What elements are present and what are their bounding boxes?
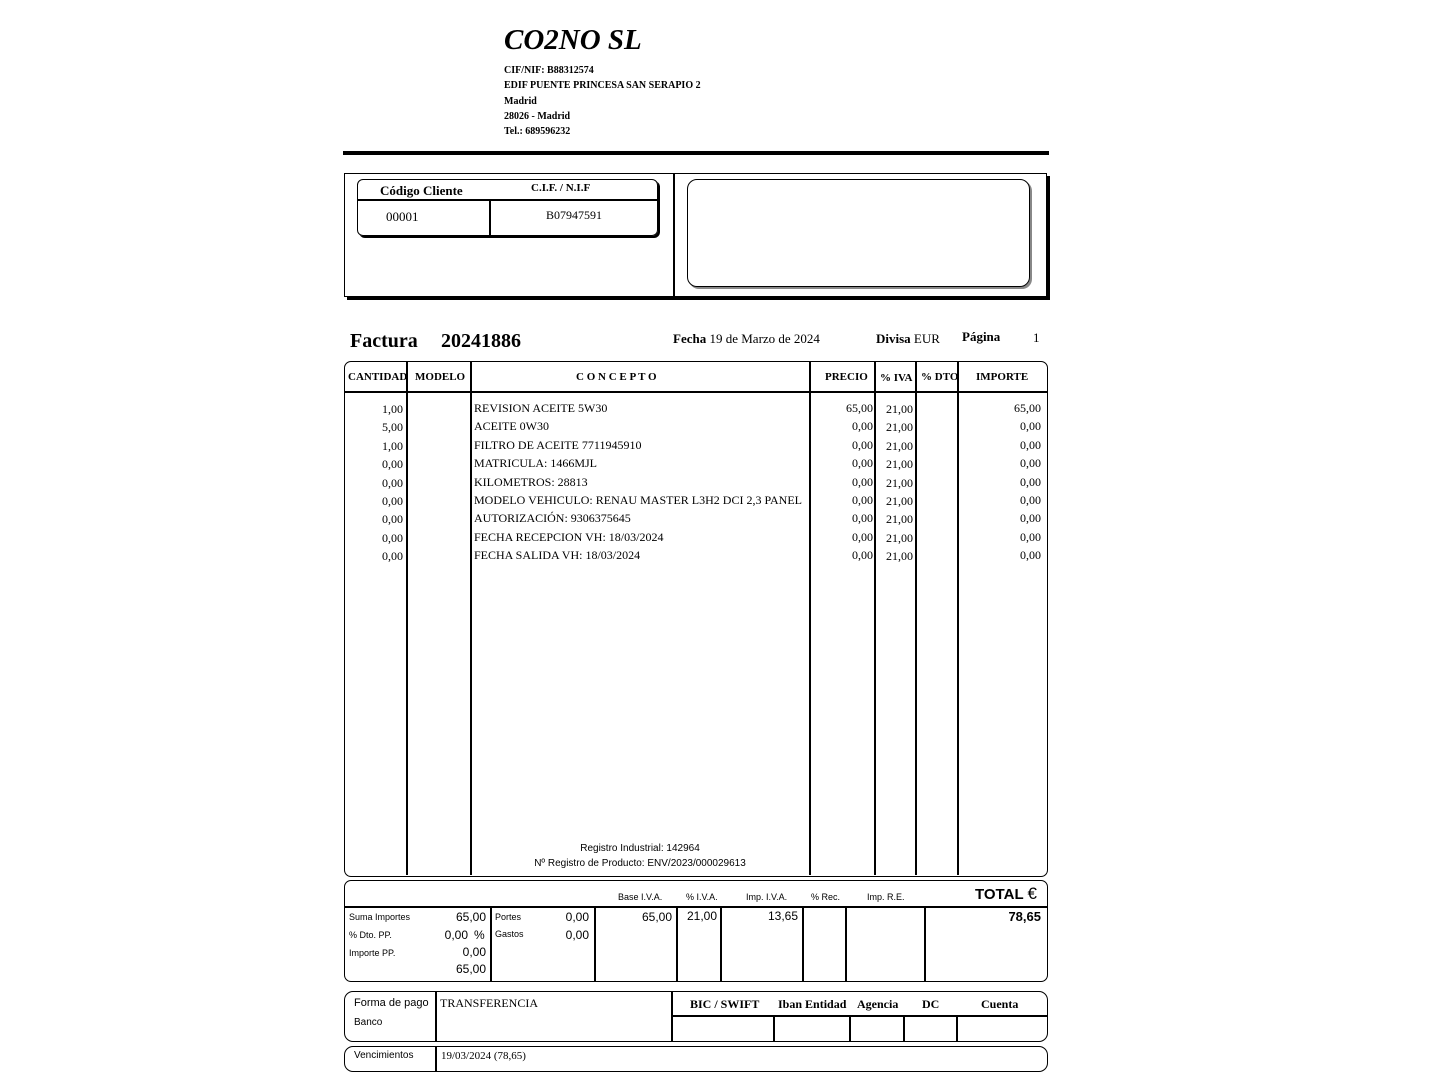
cell-importe: 0,00 <box>1020 419 1041 433</box>
agencia-label: Agencia <box>857 997 899 1011</box>
registro-producto: Nº Registro de Producto: ENV/2023/000029613 <box>534 858 746 869</box>
header-modelo: MODELO <box>415 371 466 383</box>
header-concepto: C O N C E P T O <box>576 371 657 383</box>
forma-pago-value: TRANSFERENCIA <box>440 996 539 1010</box>
cell-cantidad: 5,00 <box>382 420 403 434</box>
header-precio: PRECIO <box>825 371 868 383</box>
pct-rec-label: % Rec. <box>811 892 841 902</box>
column-divider <box>874 362 876 875</box>
bic-label: BIC / SWIFT <box>690 997 760 1011</box>
date-label: Fecha <box>673 331 707 346</box>
cell-importe: 65,00 <box>1014 401 1041 415</box>
cell-cantidad: 0,00 <box>382 494 403 508</box>
pct-iva-value: 21,00 <box>687 909 718 923</box>
page-number: 1 <box>1033 330 1040 345</box>
invoice-currency: EUR <box>913 331 940 346</box>
invoice-label: Factura <box>350 330 418 352</box>
client-code: 00001 <box>386 209 419 224</box>
bank-divider <box>773 1016 775 1041</box>
base-iva-value: 65,00 <box>641 910 672 924</box>
bank-divider <box>903 1016 905 1041</box>
gastos-label: Gastos <box>495 929 524 939</box>
totals-divider <box>924 907 926 981</box>
cell-iva: 21,00 <box>886 531 913 545</box>
totals-header-rule <box>345 906 1047 908</box>
cell-precio: 0,00 <box>852 548 873 562</box>
company-city: Madrid <box>504 96 537 107</box>
cell-importe: 0,00 <box>1020 511 1041 525</box>
invoice-number: 20241886 <box>441 330 521 352</box>
cell-concepto: ACEITE 0W30 <box>474 419 549 433</box>
totals-divider <box>676 907 678 981</box>
portes-value: 0,00 <box>565 910 589 924</box>
bank-divider <box>956 1016 958 1041</box>
cell-importe: 0,00 <box>1020 530 1041 544</box>
banco-label: Banco <box>354 1017 383 1028</box>
client-cif: B07947591 <box>546 208 603 222</box>
header-importe: IMPORTE <box>976 371 1029 383</box>
invoice-date: 19 de Marzo de 2024 <box>709 331 820 346</box>
cell-importe: 0,00 <box>1020 475 1041 489</box>
gastos-value: 0,00 <box>565 928 589 942</box>
bank-header-rule <box>672 1015 1047 1017</box>
totals-divider <box>845 907 847 981</box>
importe-pp-label: Importe PP. <box>349 948 396 958</box>
euro-icon: € <box>1027 884 1037 903</box>
vencimientos-divider <box>435 1047 437 1071</box>
cell-importe: 0,00 <box>1020 438 1041 452</box>
suma-label: Suma Importes <box>349 912 411 922</box>
company-cif: CIF/NIF: B88312574 <box>504 65 594 76</box>
cell-iva: 21,00 <box>886 494 913 508</box>
total-value: 78,65 <box>1008 909 1041 924</box>
subtotal-value: 65,00 <box>455 962 486 976</box>
column-divider <box>470 362 472 875</box>
client-id-box-rule <box>358 199 657 201</box>
header-rule <box>343 151 1049 155</box>
items-header-rule <box>345 391 1047 393</box>
cell-concepto: FILTRO DE ACEITE 7711945910 <box>474 438 642 452</box>
client-id-box-divider <box>489 200 491 235</box>
cell-precio: 0,00 <box>852 456 873 470</box>
cell-cantidad: 1,00 <box>382 439 403 453</box>
currency-label: Divisa <box>876 331 911 346</box>
client-section-divider <box>673 173 675 297</box>
cell-precio: 0,00 <box>852 438 873 452</box>
cell-precio: 0,00 <box>852 530 873 544</box>
client-cif-label: C.I.F. / N.I.F <box>531 182 591 194</box>
company-postal: 28026 - Madrid <box>504 111 571 122</box>
items-table <box>344 361 1048 877</box>
cuenta-label: Cuenta <box>981 997 1019 1011</box>
cell-cantidad: 0,00 <box>382 549 403 563</box>
cell-iva: 21,00 <box>886 420 913 434</box>
dto-pp-label: % Dto. PP. <box>349 930 392 940</box>
imp-iva-label: Imp. I.V.A. <box>746 892 788 902</box>
recipient-address-box <box>687 179 1030 287</box>
cell-iva: 21,00 <box>886 512 913 526</box>
cell-cantidad: 0,00 <box>382 457 403 471</box>
forma-pago-label: Forma de pago <box>354 997 429 1009</box>
header-dto: % DTO <box>921 371 959 383</box>
cell-concepto: KILOMETROS: 28813 <box>474 475 588 489</box>
dto-pp-value: 0,00 <box>444 928 468 942</box>
cell-precio: 65,00 <box>846 401 873 415</box>
dc-label: DC <box>922 997 940 1011</box>
cell-iva: 21,00 <box>886 549 913 563</box>
cell-concepto: REVISION ACEITE 5W30 <box>474 401 608 415</box>
cell-concepto: MODELO VEHICULO: RENAU MASTER L3H2 DCI 2,3 PANEL <box>474 493 803 507</box>
column-divider <box>406 362 408 875</box>
company-phone: Tel.: 689596232 <box>504 126 571 137</box>
totals-divider <box>490 907 492 981</box>
cell-concepto: FECHA SALIDA VH: 18/03/2024 <box>474 548 641 562</box>
total-label: TOTAL <box>975 886 1024 903</box>
percent-sign: % <box>474 928 485 942</box>
cell-cantidad: 0,00 <box>382 512 403 526</box>
portes-label: Portes <box>495 912 522 922</box>
cell-iva: 21,00 <box>886 402 913 416</box>
cell-precio: 0,00 <box>852 493 873 507</box>
cell-precio: 0,00 <box>852 419 873 433</box>
column-divider <box>957 362 959 875</box>
page-label: Página <box>962 329 1001 344</box>
vencimientos-value: 19/03/2024 (78,65) <box>441 1050 526 1062</box>
pct-iva-label: % I.V.A. <box>686 892 718 902</box>
cell-concepto: AUTORIZACIÓN: 9306375645 <box>474 511 631 525</box>
cell-precio: 0,00 <box>852 475 873 489</box>
imp-re-label: Imp. R.E. <box>867 892 905 902</box>
totals-divider <box>802 907 804 981</box>
bank-divider <box>849 1016 851 1041</box>
company-address: EDIF PUENTE PRINCESA SAN SERAPIO 2 <box>504 80 701 91</box>
iban-label: Iban Entidad <box>778 997 847 1011</box>
totals-divider <box>594 907 596 981</box>
base-iva-label: Base I.V.A. <box>618 892 663 902</box>
cell-precio: 0,00 <box>852 511 873 525</box>
cell-cantidad: 0,00 <box>382 531 403 545</box>
company-name: CO2NO SL <box>504 24 642 56</box>
payment-divider <box>435 992 437 1041</box>
column-divider <box>809 362 811 875</box>
cell-cantidad: 0,00 <box>382 476 403 490</box>
cell-concepto: MATRICULA: 1466MJL <box>474 456 598 470</box>
vencimientos-label: Vencimientos <box>354 1050 414 1061</box>
cell-iva: 21,00 <box>886 457 913 471</box>
client-code-label: Código Cliente <box>380 183 463 198</box>
cell-iva: 21,00 <box>886 476 913 490</box>
payment-divider <box>671 992 673 1041</box>
cell-importe: 0,00 <box>1020 456 1041 470</box>
cell-iva: 21,00 <box>886 439 913 453</box>
cell-importe: 0,00 <box>1020 493 1041 507</box>
suma-value: 65,00 <box>455 910 486 924</box>
header-cantidad: CANTIDAD <box>348 371 408 383</box>
registro-industrial: Registro Industrial: 142964 <box>580 843 700 854</box>
imp-iva-value: 13,65 <box>767 909 798 923</box>
cell-concepto: FECHA RECEPCION VH: 18/03/2024 <box>474 530 664 544</box>
importe-pp-value: 0,00 <box>462 945 486 959</box>
cell-cantidad: 1,00 <box>382 402 403 416</box>
column-divider <box>915 362 917 875</box>
header-iva: % IVA <box>880 372 913 384</box>
cell-importe: 0,00 <box>1020 548 1041 562</box>
